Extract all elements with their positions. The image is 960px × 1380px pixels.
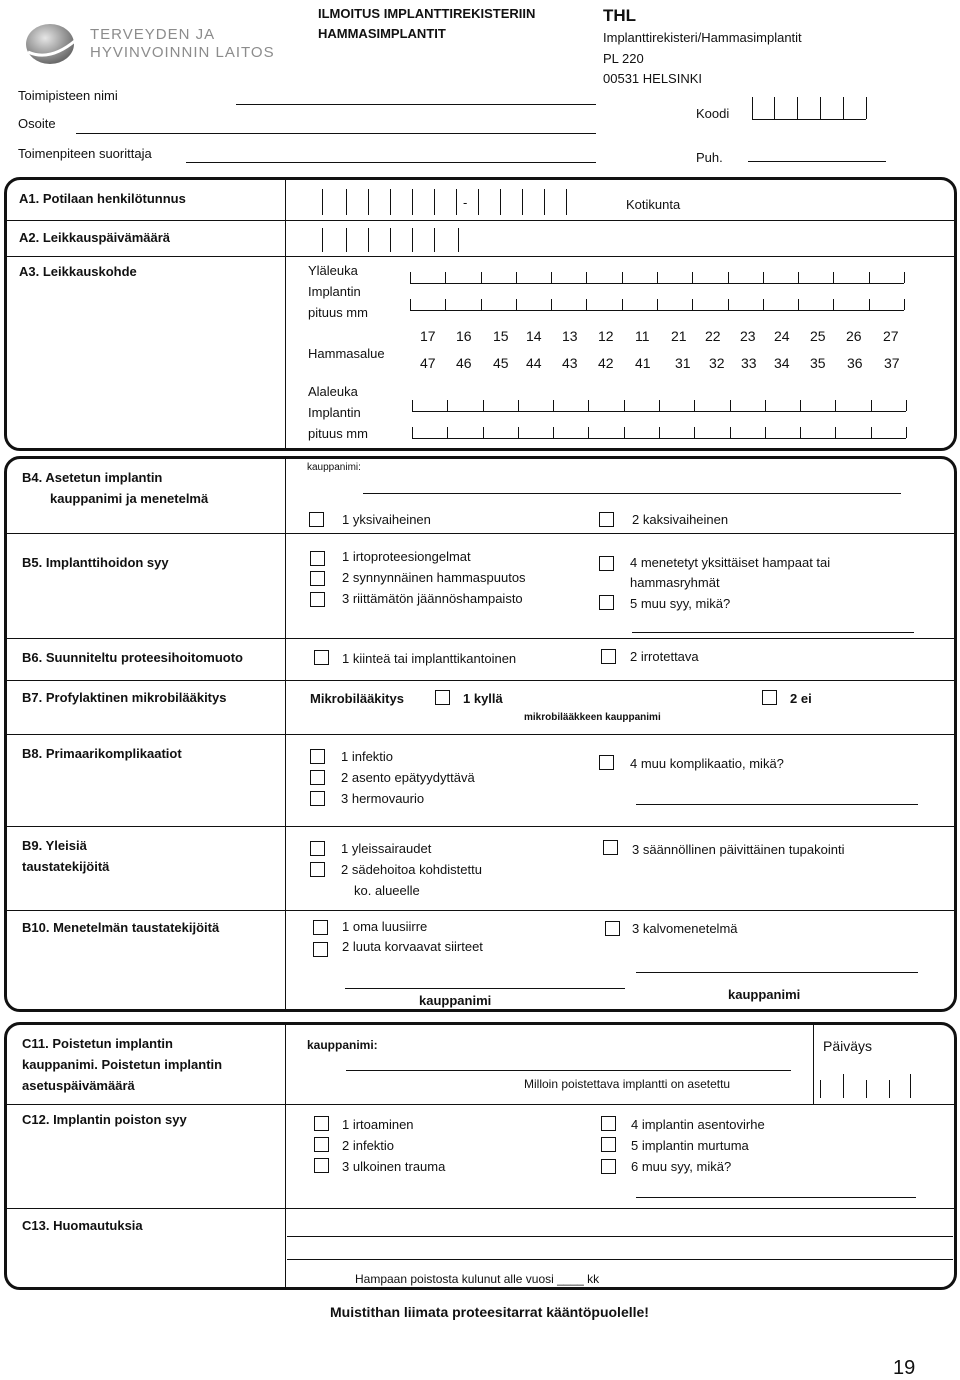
- length-cell-tick: [765, 400, 766, 411]
- length-cell-tick: [659, 400, 660, 411]
- puh-label: Puh.: [696, 150, 723, 165]
- b4-kauppanimi-label: kauppanimi:: [307, 462, 361, 473]
- hammasalue-label: Hammasalue: [308, 346, 385, 361]
- length-cell-tick: [835, 400, 836, 411]
- length-cell-tick: [553, 427, 554, 438]
- alaleuka-label: Alaleuka: [308, 384, 358, 399]
- globe-logo-icon: [20, 22, 78, 68]
- kotikunta-label: Kotikunta: [626, 197, 681, 212]
- page-number: 19: [893, 1357, 916, 1379]
- b7-option-ei: 2 ei: [790, 691, 812, 706]
- b7-label: B7. Profylaktinen mikrobilääkitys: [22, 690, 227, 705]
- addr-thl: THL: [603, 6, 637, 25]
- henkilotunnus-dash: -: [463, 195, 468, 210]
- toimipiste-field[interactable]: [236, 104, 596, 105]
- tooth-number[interactable]: 32: [709, 355, 725, 371]
- b8-option-4: 4 muu komplikaatio, mikä?: [630, 756, 784, 771]
- logo-text-line1: TERVEYDEN JA: [90, 26, 216, 43]
- c12-option-3: 3 ulkoinen trauma: [342, 1159, 446, 1174]
- length-cell-tick: [800, 427, 801, 438]
- tooth-number[interactable]: 37: [884, 355, 900, 371]
- b6-label: B6. Suunniteltu proteesihoitomuoto: [22, 650, 243, 665]
- length-cell-tick: [692, 272, 693, 283]
- length-cell-tick: [765, 427, 766, 438]
- length-strip-line: [410, 283, 904, 284]
- tooth-number[interactable]: 21: [671, 328, 687, 344]
- tooth-number[interactable]: 36: [847, 355, 863, 371]
- b10-option-2: 2 luuta korvaavat siirteet: [342, 939, 483, 954]
- b9-option-3: 3 säännöllinen päivittäinen tupakointi: [632, 842, 845, 857]
- addr-line2: Implanttirekisteri/Hammasimplantit: [603, 30, 802, 45]
- c13-notes-line-2[interactable]: [287, 1259, 953, 1260]
- b6-checkbox-1[interactable]: [314, 650, 329, 665]
- b8-other-field[interactable]: [636, 804, 918, 805]
- length-cell-tick: [586, 272, 587, 283]
- b8-option-1: 1 infektio: [341, 749, 394, 764]
- c11-kauppanimi-label: kauppanimi:: [307, 1038, 378, 1052]
- c12-checkbox-5[interactable]: [601, 1137, 616, 1152]
- length-strip-line: [410, 310, 904, 311]
- c12-label: C12. Implantin poiston syy: [22, 1112, 187, 1127]
- b5-option-3: 3 riittämätön jäännöshampaisto: [342, 591, 523, 606]
- b6-checkbox-2[interactable]: [601, 649, 616, 664]
- length-cell-tick: [694, 427, 695, 438]
- length-cell-tick: [553, 400, 554, 411]
- b7-sub-label: mikrobilääkkeen kauppanimi: [524, 712, 661, 723]
- length-cell-tick: [728, 299, 729, 310]
- c11-label-2: kauppanimi. Poistetun implantin: [22, 1057, 223, 1072]
- pituus2-label: pituus mm: [308, 426, 368, 441]
- tooth-number[interactable]: 25: [810, 328, 826, 344]
- c11-label: C11. Poistetun implantin: [22, 1036, 173, 1051]
- b4-label-2: kauppanimi ja menetelmä: [50, 491, 209, 506]
- tooth-number[interactable]: 17: [420, 328, 436, 344]
- length-cell-tick: [833, 272, 834, 283]
- length-cell-tick: [624, 400, 625, 411]
- b4-option-2: 2 kaksivaiheinen: [632, 512, 729, 527]
- tooth-number[interactable]: 44: [526, 355, 542, 371]
- b9-option-2-cont: ko. alueelle: [354, 883, 420, 898]
- length-cell-tick: [483, 427, 484, 438]
- length-cell-tick: [412, 427, 413, 438]
- length-cell-tick: [763, 299, 764, 310]
- length-cell-tick: [622, 272, 623, 283]
- b5-checkbox-3[interactable]: [310, 592, 325, 607]
- b5-checkbox-4[interactable]: [599, 556, 614, 571]
- tarra-reminder: Muistithan liimata proteesitarrat kääntöpuolelle!: [330, 1304, 649, 1320]
- tooth-number[interactable]: 11: [635, 328, 650, 344]
- length-strip-line: [412, 438, 906, 439]
- c11-kauppanimi-field[interactable]: [346, 1070, 791, 1071]
- tooth-number[interactable]: 34: [774, 355, 790, 371]
- b7-checkbox-ei[interactable]: [762, 690, 777, 705]
- b8-option-2: 2 asento epätyydyttävä: [341, 770, 475, 785]
- b6-option-1: 1 kiinteä tai implanttikantoinen: [342, 651, 517, 666]
- length-cell-tick: [551, 299, 552, 310]
- length-cell-tick: [483, 400, 484, 411]
- addr-line3: PL 220: [603, 51, 644, 66]
- length-cell-tick: [657, 299, 658, 310]
- tooth-number[interactable]: 16: [456, 328, 472, 344]
- length-cell-tick: [869, 272, 870, 283]
- suorittaja-label: Toimenpiteen suorittaja: [18, 146, 152, 161]
- b10-checkbox-2[interactable]: [313, 942, 328, 957]
- b4-checkbox-1[interactable]: [309, 512, 324, 527]
- length-cell-tick: [728, 272, 729, 283]
- length-cell-tick: [586, 299, 587, 310]
- tooth-number[interactable]: 14: [526, 328, 542, 344]
- ylaleuka-label: Yläleuka: [308, 263, 358, 278]
- tooth-number[interactable]: 13: [562, 328, 578, 344]
- length-cell-tick: [657, 272, 658, 283]
- b5-other-field[interactable]: [632, 632, 914, 633]
- pituus-label: pituus mm: [308, 305, 368, 320]
- tooth-number[interactable]: 35: [810, 355, 826, 371]
- addr-line4: 00531 HELSINKI: [603, 71, 703, 86]
- b8-label: B8. Primaarikomplikaatiot: [22, 746, 182, 761]
- tooth-number[interactable]: 43: [562, 355, 578, 371]
- length-cell-tick: [798, 299, 799, 310]
- b5-option-4: 4 menetetyt yksittäiset hampaat tai: [630, 555, 831, 570]
- b8-checkbox-3[interactable]: [310, 791, 325, 806]
- b5-option-2: 2 synnynnäinen hammaspuutos: [342, 570, 526, 585]
- length-cell-tick: [588, 427, 589, 438]
- length-cell-tick: [904, 299, 905, 310]
- length-cell-tick: [659, 427, 660, 438]
- form-title-line2: HAMMASIMPLANTIT: [318, 26, 446, 41]
- length-cell-tick: [800, 400, 801, 411]
- osoite-field[interactable]: [76, 133, 596, 134]
- tooth-number[interactable]: 26: [846, 328, 862, 344]
- b9-label: B9. Yleisiä: [22, 838, 87, 853]
- section-c-divider: [285, 1024, 286, 1288]
- length-cell-tick: [481, 299, 482, 310]
- implantin-label: Implantin: [308, 284, 361, 299]
- c12-other-field[interactable]: [636, 1197, 916, 1198]
- length-cell-tick: [798, 272, 799, 283]
- c13-sub-label: Hampaan poistosta kulunut alle vuosi ____ kk: [355, 1272, 600, 1286]
- tooth-number[interactable]: 12: [598, 328, 614, 344]
- tooth-number[interactable]: 31: [675, 355, 691, 371]
- b7-mikrobilaakitys-label: Mikrobilääkitys: [310, 691, 404, 706]
- tooth-number[interactable]: 15: [493, 328, 509, 344]
- length-cell-tick: [588, 400, 589, 411]
- length-cell-tick: [518, 400, 519, 411]
- koodi-label: Koodi: [696, 106, 730, 121]
- b4-checkbox-2[interactable]: [599, 512, 614, 527]
- length-cell-tick: [763, 272, 764, 283]
- tooth-number[interactable]: 47: [420, 355, 436, 371]
- c12-checkbox-4[interactable]: [601, 1116, 616, 1131]
- b10-kauppanimi-caption-1: kauppanimi: [419, 993, 492, 1008]
- b9-checkbox-2[interactable]: [310, 862, 325, 877]
- b10-option-1: 1 oma luusiirre: [342, 919, 428, 934]
- b9-option-1: 1 yleissairaudet: [341, 841, 432, 856]
- tooth-number[interactable]: 24: [774, 328, 790, 344]
- length-cell-tick: [516, 272, 517, 283]
- puh-field[interactable]: [748, 161, 886, 162]
- c12-checkbox-2[interactable]: [314, 1137, 329, 1152]
- length-cell-tick: [516, 299, 517, 310]
- c12-option-4: 4 implantin asentovirhe: [631, 1117, 765, 1132]
- form-title-line1: ILMOITUS IMPLANTTIREKISTERIIN: [318, 6, 536, 21]
- length-cell-tick: [730, 427, 731, 438]
- b4-kauppanimi-field[interactable]: [363, 493, 901, 494]
- section-a-frame: [4, 177, 957, 451]
- b10-checkbox-3[interactable]: [605, 921, 620, 936]
- tooth-number[interactable]: 22: [705, 328, 721, 344]
- length-cell-tick: [835, 427, 836, 438]
- length-cell-tick: [906, 400, 907, 411]
- length-cell-tick: [445, 299, 446, 310]
- length-cell-tick: [694, 400, 695, 411]
- b10-checkbox-1[interactable]: [313, 920, 328, 935]
- a2-label: A2. Leikkauspäivämäärä: [19, 230, 171, 245]
- b5-label: B5. Implanttihoidon syy: [22, 555, 169, 570]
- c11-label-3: asetuspäivämäärä: [22, 1078, 135, 1093]
- b8-checkbox-4[interactable]: [599, 755, 614, 770]
- c11-paivays-label: Päiväys: [823, 1038, 873, 1054]
- b10-kauppanimi-caption-2: kauppanimi: [728, 987, 801, 1002]
- b10-label: B10. Menetelmän taustatekijöitä: [22, 920, 220, 935]
- osoite-label: Osoite: [18, 116, 56, 131]
- b7-option-kylla: 1 kyllä: [463, 691, 503, 706]
- c12-option-1: 1 irtoaminen: [342, 1117, 414, 1132]
- length-cell-tick: [906, 427, 907, 438]
- length-cell-tick: [622, 299, 623, 310]
- a3-label: A3. Leikkauskohde: [19, 264, 137, 279]
- c12-option-2: 2 infektio: [342, 1138, 395, 1153]
- b5-checkbox-2[interactable]: [310, 571, 325, 586]
- length-cell-tick: [551, 272, 552, 283]
- b9-checkbox-1[interactable]: [310, 841, 325, 856]
- length-cell-tick: [447, 427, 448, 438]
- b8-checkbox-1[interactable]: [310, 749, 325, 764]
- b10-kalvo-kauppanimi-field[interactable]: [636, 972, 918, 973]
- b5-checkbox-5[interactable]: [599, 595, 614, 610]
- length-cell-tick: [447, 400, 448, 411]
- length-cell-tick: [869, 299, 870, 310]
- length-cell-tick: [481, 272, 482, 283]
- b5-option-5: 5 muu syy, mikä?: [630, 596, 731, 611]
- b9-option-2: 2 sädehoitoa kohdistettu: [341, 862, 482, 877]
- c12-checkbox-1[interactable]: [314, 1116, 329, 1131]
- length-cell-tick: [445, 272, 446, 283]
- logo-text-line2: HYVINVOINNIN LAITOS: [90, 44, 275, 61]
- c12-option-6: 6 muu syy, mikä?: [631, 1159, 732, 1174]
- tooth-number[interactable]: 33: [741, 355, 757, 371]
- toimipiste-label: Toimipisteen nimi: [18, 88, 118, 103]
- b5-checkbox-1[interactable]: [310, 551, 325, 566]
- tooth-number[interactable]: 42: [598, 355, 614, 371]
- b4-option-1: 1 yksivaiheinen: [342, 512, 431, 527]
- b5-option-4-cont: hammasryhmät: [630, 575, 720, 590]
- length-cell-tick: [410, 299, 411, 310]
- implantin2-label: Implantin: [308, 405, 361, 420]
- b10-option-3: 3 kalvomenetelmä: [632, 921, 738, 936]
- tooth-number[interactable]: 46: [456, 355, 472, 371]
- tooth-number[interactable]: 45: [493, 355, 509, 371]
- length-cell-tick: [692, 299, 693, 310]
- b9-label-2: taustatekijöitä: [22, 859, 110, 874]
- section-a-divider: [285, 178, 286, 450]
- tooth-number[interactable]: 41: [635, 355, 651, 371]
- b9-checkbox-3[interactable]: [603, 840, 618, 855]
- c13-label: C13. Huomautuksia: [22, 1218, 143, 1233]
- b8-checkbox-2[interactable]: [310, 770, 325, 785]
- length-strip-line: [412, 411, 906, 412]
- b8-option-3: 3 hermovaurio: [341, 791, 425, 806]
- length-cell-tick: [904, 272, 905, 283]
- b5-option-1: 1 irtoproteesiongelmat: [342, 549, 471, 564]
- length-cell-tick: [833, 299, 834, 310]
- suorittaja-field[interactable]: [186, 162, 596, 163]
- length-cell-tick: [410, 272, 411, 283]
- c12-option-5: 5 implantin murtuma: [631, 1138, 749, 1153]
- length-cell-tick: [412, 400, 413, 411]
- b10-siirre-kauppanimi-field[interactable]: [345, 988, 625, 989]
- b6-option-2: 2 irrotettava: [630, 649, 699, 664]
- length-cell-tick: [518, 427, 519, 438]
- b4-label: B4. Asetetun implantin: [22, 470, 163, 485]
- tooth-number[interactable]: 27: [883, 328, 899, 344]
- b7-checkbox-kylla[interactable]: [435, 690, 450, 705]
- length-cell-tick: [871, 400, 872, 411]
- c11-sub-label: Milloin poistettava implantti on asetettu: [524, 1077, 731, 1091]
- length-cell-tick: [624, 427, 625, 438]
- tooth-number[interactable]: 23: [740, 328, 756, 344]
- c12-checkbox-3[interactable]: [314, 1158, 329, 1173]
- c12-checkbox-6[interactable]: [601, 1159, 616, 1174]
- length-cell-tick: [871, 427, 872, 438]
- length-cell-tick: [730, 400, 731, 411]
- a1-label: A1. Potilaan henkilötunnus: [19, 191, 186, 206]
- c13-notes-line-1[interactable]: [287, 1236, 953, 1237]
